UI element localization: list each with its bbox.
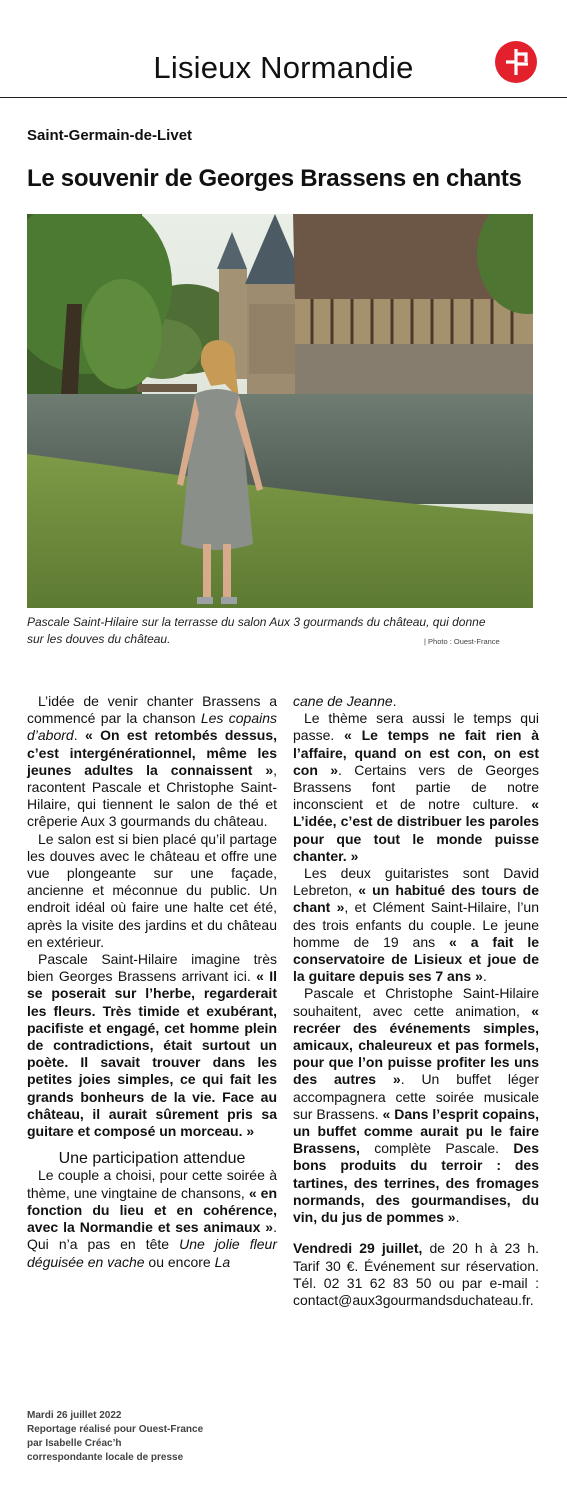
article-paragraph: cane de Jeanne.: [293, 693, 397, 709]
article-column-left: [27, 693, 277, 1271]
masthead-divider: [0, 97, 567, 98]
newspaper-title: Lisieux Normandie: [153, 50, 414, 85]
article-paragraph: Le salon est si bien placé qu’il partage les douves avec le château et offre une vue plongeante sur une façade, ancienne et méconnue du public. Un endroit idéal où faire une halte cet été, après la visite des jardins et du château en extérieur.: [27, 830, 277, 950]
footer-author: par Isabelle Créac’h: [27, 1438, 122, 1449]
footer-role: correspondante locale de presse: [27, 1452, 184, 1463]
article-photo: [27, 214, 533, 608]
ouest-france-logo-icon: [494, 40, 538, 84]
article-paragraph: L’idée de venir chanter Brassens a commencé par la chanson Les copains d’abord. « On est retombés dessus, c’est intergénérationnel, même les jeunes adultes la connaissent », racontent Pascale et Christophe Saint-Hilaire, qui tiennent le salon de thé et crêperie Aux 3 gourmands du château.: [27, 693, 277, 830]
footer-report: Reportage réalisé pour Ouest-France: [27, 1424, 204, 1435]
footer-date: Mardi 26 juillet 2022: [27, 1410, 122, 1421]
article-paragraph: Le thème sera aussi le temps qui passe. « Le temps ne fait rien à l’affaire, quand on est con, on est con ». Certains vers de Georges Brassens font partie de notre inconscient et de notre culture. « L’idée, c’est de distribuer les paroles pour que tout le monde puisse chanter. »: [293, 710, 539, 864]
masthead: [0, 0, 567, 98]
article-headline: Le souvenir de Georges Brassens en chants: [27, 165, 522, 192]
article-paragraph: Pascale et Christophe Saint-Hilaire souhaitent, avec cette animation, « recréer des événements simples, amicaux, chaleureux et pas formels, pour que l’on puisse profiter les uns des autres ». Un buffet léger accompagnera cette soirée musicale sur Brassens. « Dans l’esprit copains, un buffet comme aurait pu le faire Brassens, complète Pascale. Des bons produits du terroir : des tartines, des terrines, des fromages normands, des gourmandises, du vin, du jus de pommes ».: [293, 985, 539, 1226]
article-subhead: Une participation attendue: [58, 1150, 246, 1168]
article-paragraph: Les deux guitaristes sont David Lebreton, « un habitué des tours de chant », et Clément Saint-Hilaire, l’un des trois enfants du couple. Le jeune homme de 19 ans « a fait le conservatoire de Lisieux et joue de la guitare depuis ses 7 ans ».: [293, 865, 539, 985]
event-info: Vendredi 29 juillet, de 20 h à 23 h. Tarif 30 €. Événement sur réservation. Tél. 02 31 62 83 50 ou par e-mail : contact@aux3gourmandsduchateau.fr.: [293, 1240, 539, 1308]
article-footer: [27, 1409, 203, 1465]
article-paragraph: Pascale Saint-Hilaire imagine très bien Georges Brassens arrivant ici. « Il se poserait sur l’herbe, regarderait les fleurs. Très timide et exubérant, pacifiste et engagé, cet homme plein de contradictions, était surtout un poète. Il savait trouver dans les petites joies simples, ce qui fait les grands bonheurs de la vie. Face au château, il aurait sûrement pris sa guitare et composé un morceau. »: [27, 951, 277, 1140]
article-column-right: [293, 693, 539, 1309]
article-kicker: Saint-Germain-de-Livet: [27, 127, 193, 144]
article-paragraph: Le couple a choisi, pour cette soirée à thème, une vingtaine de chansons, « en fonction du lieu et en cohérence, avec la Normandie et ses animaux ». Qui n’a pas en tête Une jolie fleur déguisée en vache ou encore La: [27, 1167, 277, 1270]
photo-credit: | Photo : Ouest-France: [424, 637, 500, 646]
photo-caption: Pascale Saint-Hilaire sur la terrasse du salon Aux 3 gourmands du château, qui donne sur les douves du château.: [27, 615, 486, 646]
